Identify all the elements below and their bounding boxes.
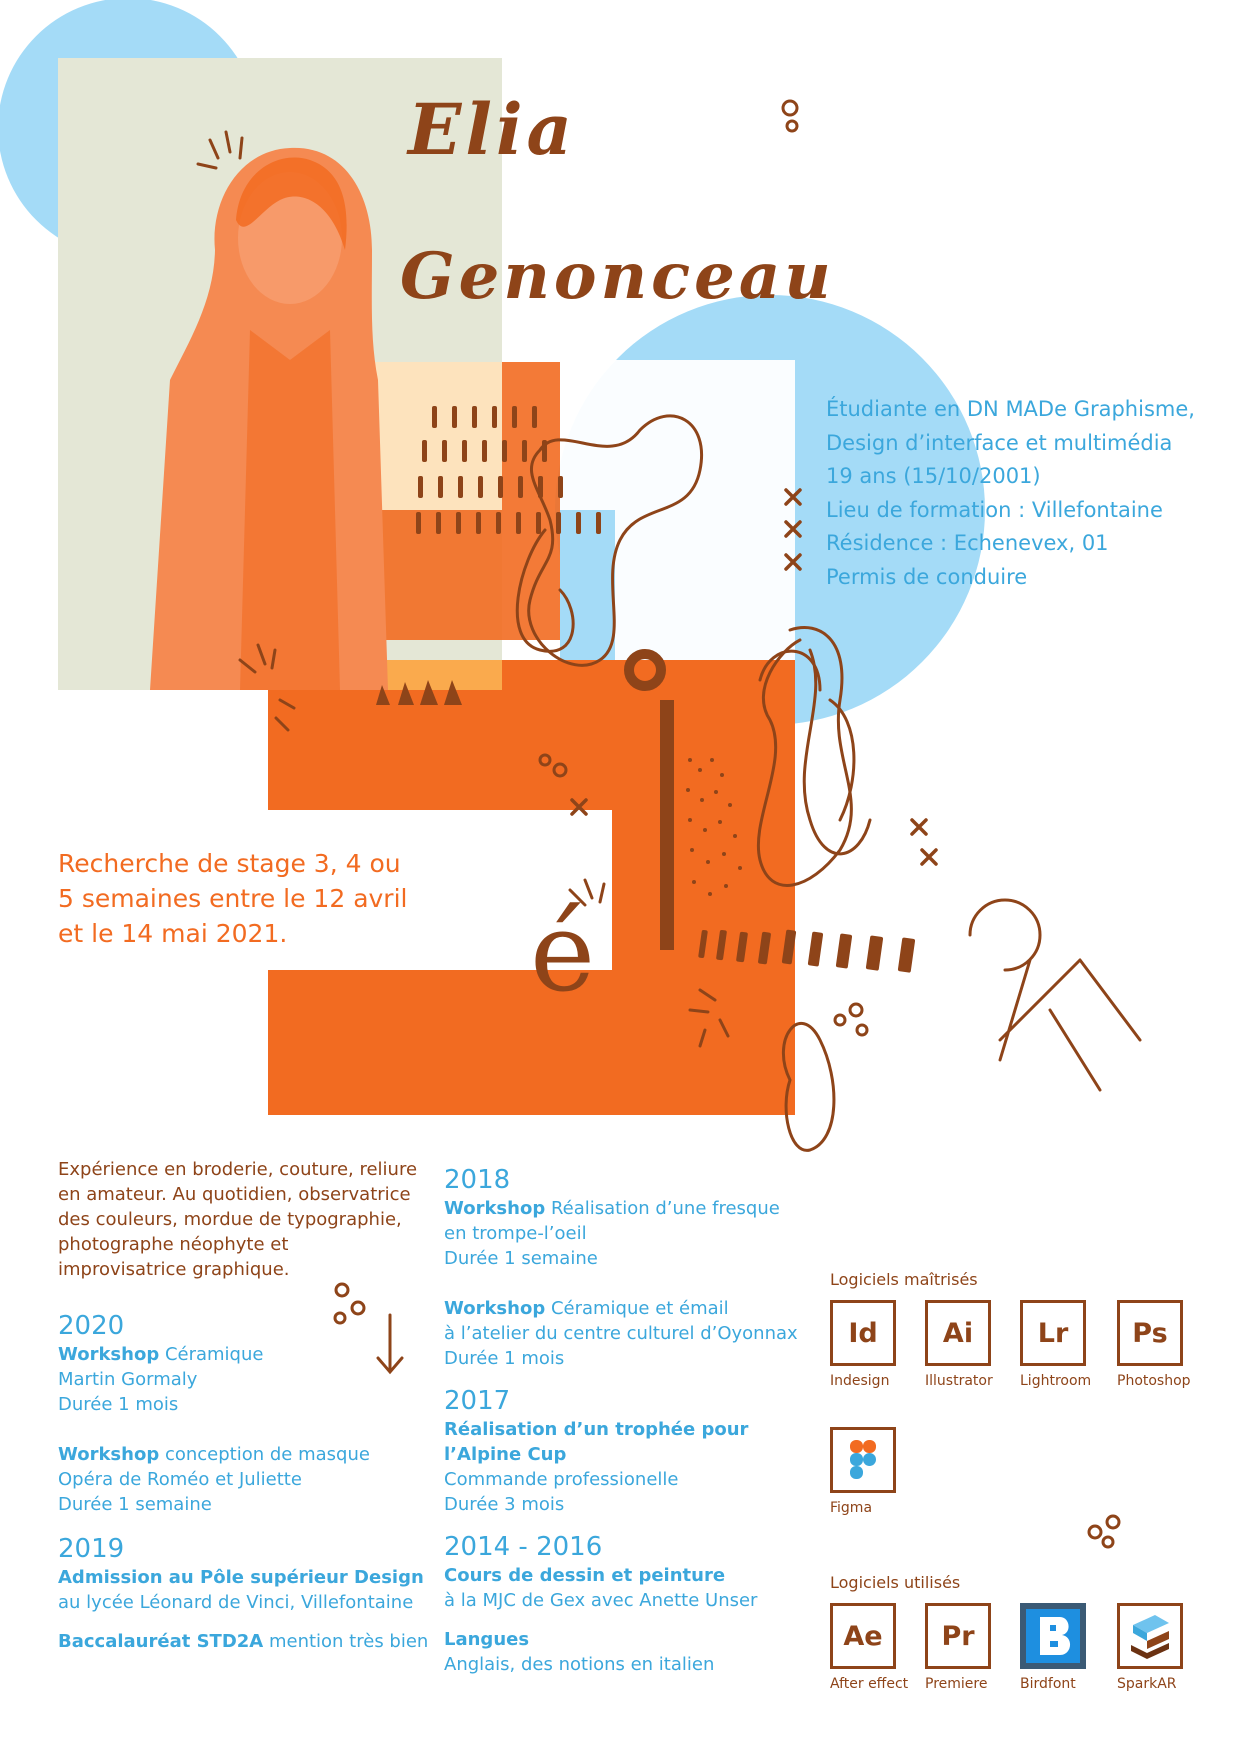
software-label: Lightroom — [1020, 1373, 1092, 1389]
premiere-icon: Pr — [925, 1603, 991, 1669]
year-2014-2016: 2014 - 2016 — [444, 1532, 603, 1562]
figma-logo — [848, 1438, 878, 1482]
profile-line: Design d’interface et multimédia — [826, 430, 1173, 455]
year-2019: 2019 — [58, 1534, 125, 1564]
after-effects-icon: Ae — [830, 1603, 896, 1669]
software-label: SparkAR — [1117, 1676, 1177, 1692]
software-label: Photoshop — [1117, 1373, 1191, 1389]
software-label: Premiere — [925, 1676, 988, 1692]
entry-title: Cours de dessin et peinture — [444, 1565, 726, 1586]
birdfont-icon — [1020, 1603, 1086, 1669]
first-name: Elia — [408, 88, 576, 171]
software-label: Birdfont — [1020, 1676, 1076, 1692]
software-mastered-title: Logiciels maîtrisés — [830, 1270, 978, 1289]
entry-duration: Durée 3 mois — [444, 1494, 565, 1515]
last-name: Genonceau — [400, 239, 835, 314]
blue-overlay — [560, 510, 615, 660]
year-2020: 2020 — [58, 1311, 125, 1341]
year-2017: 2017 — [444, 1386, 511, 1416]
entry-title: Réalisation d’un trophée pour — [444, 1419, 749, 1440]
birdfont-logo — [1020, 1603, 1086, 1669]
entry-detail: en trompe-l’oeil — [444, 1223, 587, 1244]
software-label: After effect — [830, 1676, 909, 1692]
figma-icon — [830, 1427, 896, 1493]
languages-title: Langues — [444, 1629, 530, 1650]
profile-line: Résidence : Echenevex, 01 — [826, 531, 1109, 556]
software-used-title: Logiciels utilisés — [830, 1573, 961, 1592]
sparkar-logo — [1125, 1611, 1175, 1661]
bio: Expérience en broderie, couture, reliure en amateur. Au quotidien, observatrice des couleurs, mordue de typographie, photographe néophyte et improvisatrice graphique. — [58, 1159, 418, 1280]
workshop-entry: Workshop Céramique et émail — [444, 1298, 729, 1319]
languages-text: Anglais, des notions en italien — [444, 1654, 715, 1675]
software-label: Illustrator — [925, 1373, 993, 1389]
entry-duration: Durée 1 semaine — [58, 1494, 212, 1515]
vertical-bar — [660, 700, 674, 950]
illustrator-icon: Ai — [925, 1300, 991, 1366]
profile-line: Étudiante en DN MADe Graphisme, — [826, 397, 1195, 421]
entry-duration: Durée 1 mois — [58, 1394, 179, 1415]
entry-title: Admission au Pôle supérieur Design — [58, 1567, 424, 1588]
entry-detail: Martin Gormaly — [58, 1369, 198, 1390]
indesign-icon: Id — [830, 1300, 896, 1366]
timeline-left — [58, 1310, 438, 1654]
software-label: Indesign — [830, 1373, 890, 1389]
internship-request: Recherche de stage 3, 4 ou 5 semaines entre le 12 avril et le 14 mai 2021. — [58, 849, 408, 948]
entry-duration: Durée 1 mois — [444, 1348, 565, 1369]
workshop-entry: Workshop conception de masque — [58, 1444, 370, 1465]
entry-detail: Opéra de Roméo et Juliette — [58, 1469, 302, 1490]
entry-detail: Commande professionelle — [444, 1469, 679, 1490]
year-2018: 2018 — [444, 1165, 511, 1195]
profile-line: 19 ans (15/10/2001) — [826, 464, 1041, 489]
profile-line: Lieu de formation : Villefontaine — [826, 497, 1163, 522]
entry-detail: à la MJC de Gex avec Anette Unser — [444, 1590, 758, 1611]
bac-entry: Baccalauréat STD2A mention très bien — [58, 1631, 429, 1652]
workshop-entry: Workshop Réalisation d’une fresque — [444, 1198, 780, 1219]
software-label: Figma — [830, 1500, 873, 1516]
lightroom-icon: Lr — [1020, 1300, 1086, 1366]
workshop-entry: Workshop Céramique — [58, 1344, 264, 1365]
entry-title: l’Alpine Cup — [444, 1444, 567, 1465]
profile-info — [826, 393, 1195, 595]
timeline-right — [444, 1164, 824, 1677]
entry-detail: au lycée Léonard de Vinci, Villefontaine — [58, 1592, 414, 1613]
entry-duration: Durée 1 semaine — [444, 1248, 598, 1269]
entry-detail: à l’atelier du centre culturel d’Oyonnax — [444, 1323, 798, 1344]
e-accent-letter: é — [530, 888, 596, 1016]
photoshop-icon: Ps — [1117, 1300, 1183, 1366]
profile-line: Permis de conduire — [826, 564, 1028, 589]
sparkar-icon — [1117, 1603, 1183, 1669]
